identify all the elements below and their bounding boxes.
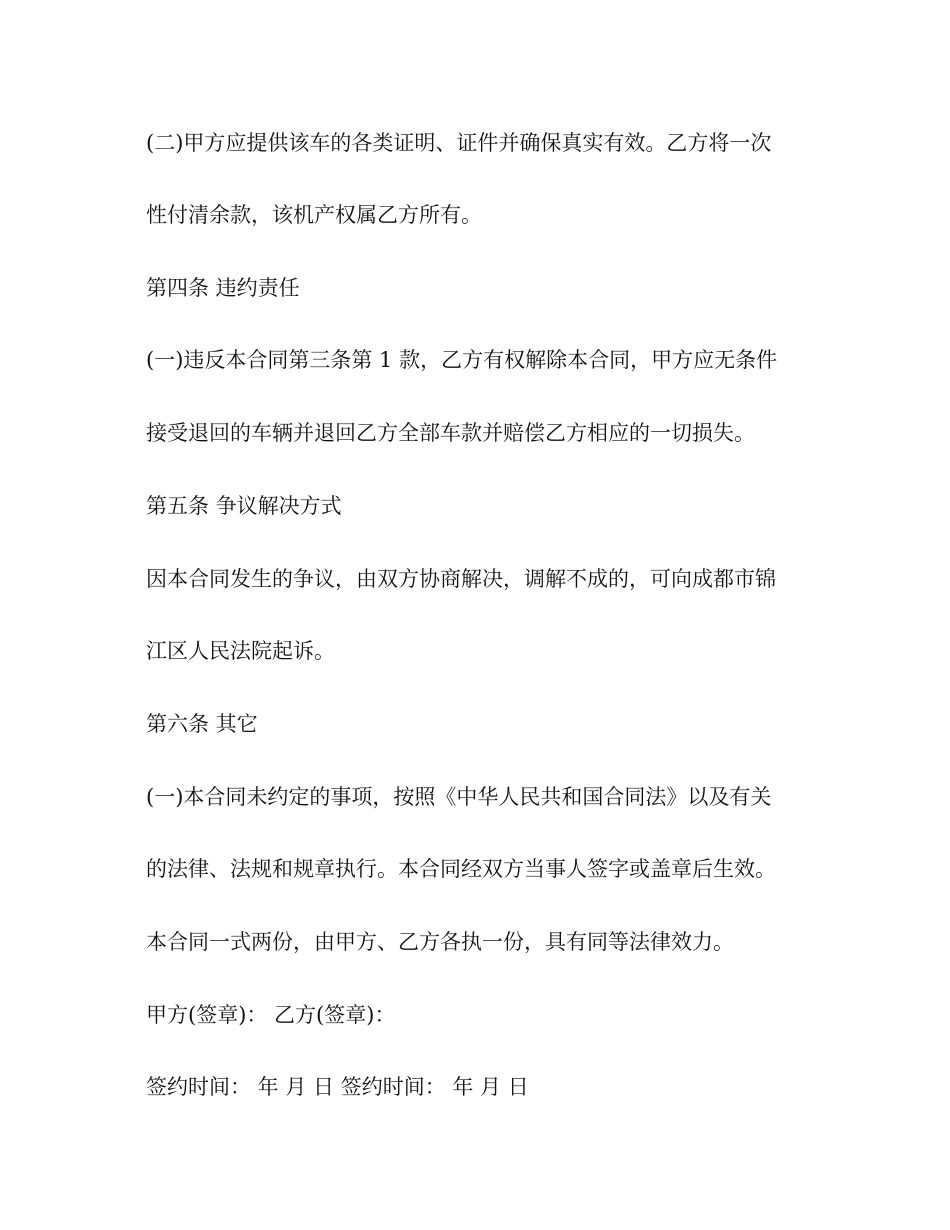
clause-4-heading: 第四条 违约责任	[146, 276, 300, 300]
clause-6-heading: 第六条 其它	[146, 712, 258, 736]
clause-3-item-2-line-2: 性付清余款，该机产权属乙方所有。	[146, 203, 482, 227]
clause-6-item-1-line-2: 的法律、法规和规章执行。本合同经双方当事人签字或盖章后生效。	[146, 857, 776, 881]
signing-date-line: 签约时间： 年 月 日 签约时间： 年 月 日	[146, 1075, 529, 1099]
clause-6-item-1-line-1: (一)本合同未约定的事项，按照《中华人民共和国合同法》以及有关	[146, 785, 772, 809]
copies-statement: 本合同一式两份，由甲方、乙方各执一份，具有同等法律效力。	[146, 930, 734, 954]
clause-4-item-1-line-1: (一)违反本合同第三条第 1 款，乙方有权解除本合同，甲方应无条件	[146, 348, 778, 372]
clause-5-body-line-1: 因本合同发生的争议，由双方协商解决，调解不成的，可向成都市锦	[146, 567, 776, 591]
clause-5-heading: 第五条 争议解决方式	[146, 494, 342, 518]
clause-3-item-2-line-1: (二)甲方应提供该车的各类证明、证件并确保真实有效。乙方将一次	[146, 131, 772, 155]
clause-4-item-1-line-2: 接受退回的车辆并退回乙方全部车款并赔偿乙方相应的一切损失。	[146, 421, 755, 445]
signature-parties-line: 甲方(签章)： 乙方(签章)：	[146, 1003, 396, 1027]
clause-5-body-line-2: 江区人民法院起诉。	[146, 639, 335, 663]
